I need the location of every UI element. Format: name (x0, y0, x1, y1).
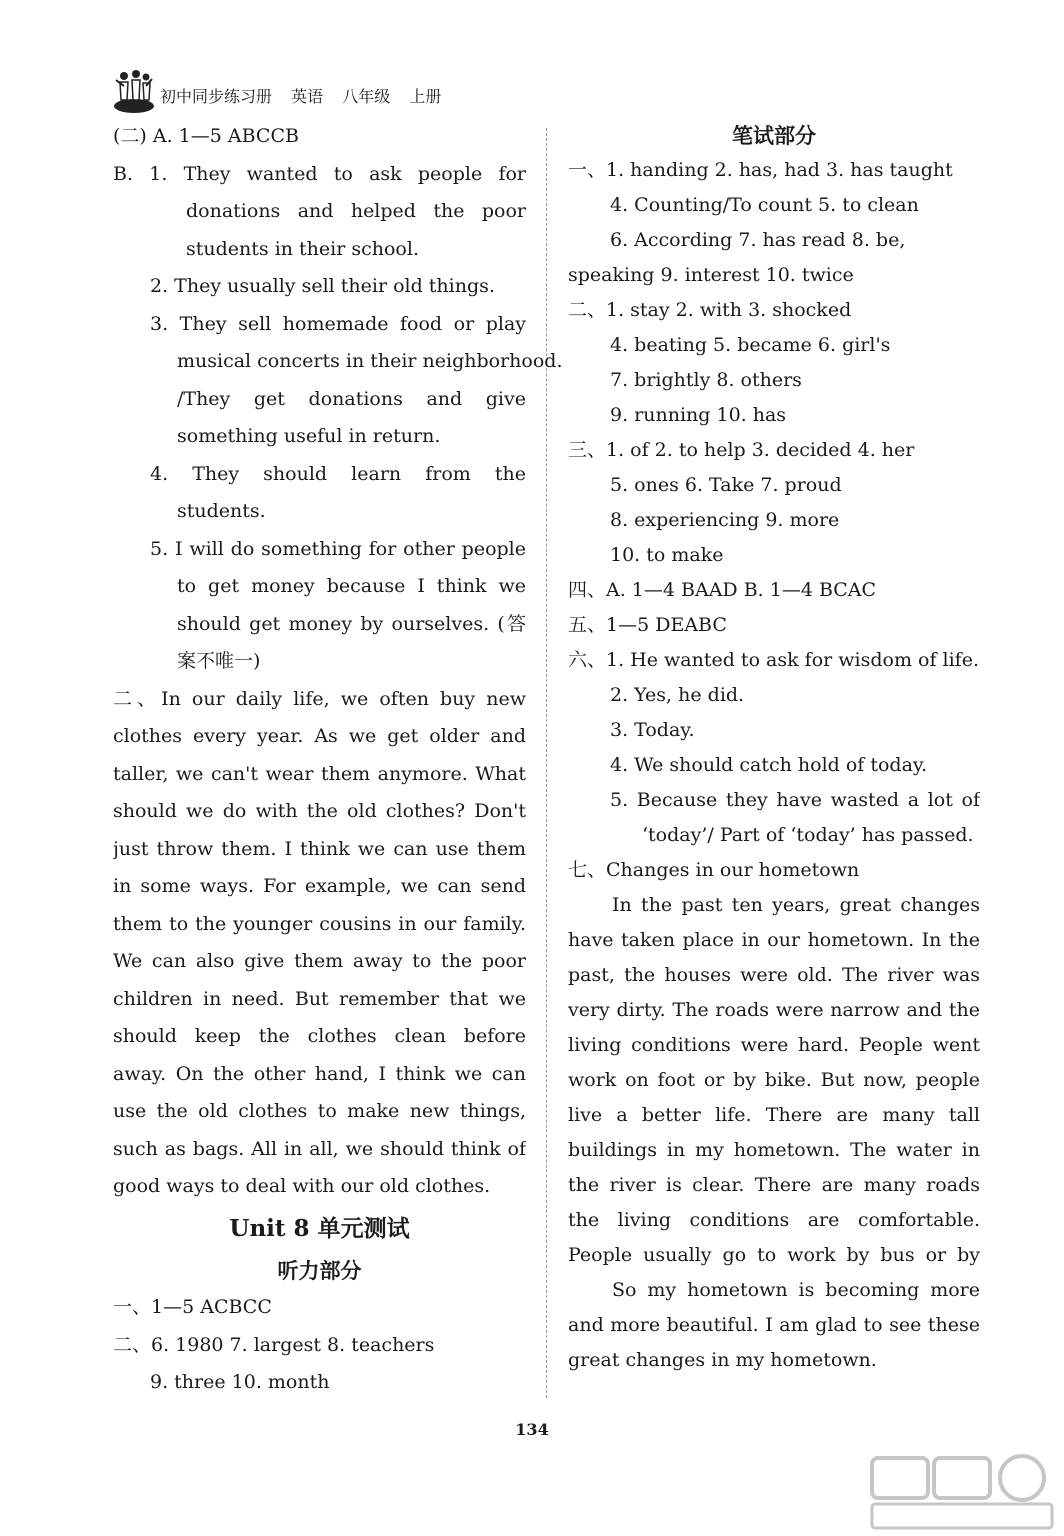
answer-line: 一、1. handing 2. has, had 3. has taught (568, 159, 953, 181)
answer-line: students in their school. (186, 237, 419, 260)
essay-line: So my hometown is becoming more (612, 1279, 980, 1301)
essay-line: good ways to deal with our old clothes. (113, 1175, 491, 1197)
answer-line: (二) A. 1—5 ABCCB (113, 125, 299, 147)
essay-line: the living conditions are comfortable. (568, 1209, 980, 1231)
essay-line: use the old clothes to make new things, (113, 1100, 526, 1122)
page-number: 134 (515, 1420, 549, 1439)
answer-line: 三、1. of 2. to help 3. decided 4. her (568, 439, 915, 461)
essay-line: should keep the clothes clean before (113, 1025, 526, 1047)
header-grade: 八年级 (342, 87, 391, 106)
essay-line: great changes in my hometown. (568, 1349, 877, 1371)
answer-line: 5. I will do something for other people (150, 537, 526, 560)
essay-line: have taken place in our hometown. In the (568, 929, 980, 951)
essay-line: live a better life. There are many tall (568, 1104, 980, 1126)
header-volume: 上册 (409, 87, 442, 106)
essay-line: children in need. But remember that we (113, 987, 526, 1010)
answer-line: 7. brightly 8. others (610, 369, 802, 391)
answer-line: 六、1. He wanted to ask for wisdom of life. (568, 649, 979, 671)
essay-line: away. On the other hand, I think we can (113, 1062, 526, 1085)
watermark-logo-icon (868, 1452, 1056, 1532)
essay-line: and more beautiful. I am glad to see these (568, 1314, 980, 1336)
essay-line: work on foot or by bike. But now, people (568, 1069, 980, 1091)
essay-line: buildings in my hometown. The water in (568, 1139, 980, 1161)
answer-line: musical concerts in their neighborhood. (177, 350, 563, 372)
essay-line: taller, we can't wear them anymore. What (113, 762, 526, 785)
essay-title: 七、Changes in our hometown (568, 859, 860, 881)
answer-line: 2. Yes, he did. (610, 684, 745, 706)
left-column (113, 118, 563, 1402)
essay-line: very dirty. The roads were narrow and the (568, 999, 980, 1021)
answer-line: 四、A. 1—4 BAAD B. 1—4 BCAC (568, 579, 877, 601)
answer-line: 二、6. 1980 7. largest 8. teachers (113, 1333, 435, 1356)
answer-line: 一、1—5 ACBCC (113, 1296, 272, 1318)
header-book: 初中同步练习册 (160, 87, 273, 106)
essay-line: living conditions were hard. People went (568, 1034, 980, 1056)
answer-line: 3. Today. (610, 719, 695, 741)
answer-line: 2. They usually sell their old things. (150, 275, 495, 297)
essay-line: the river is clear. There are many roads (568, 1174, 980, 1196)
answer-line: 4. We should catch hold of today. (610, 754, 928, 776)
essay-line: should we do with the old clothes? Don't (113, 800, 526, 822)
essay-line: them to the younger cousins in our family. (113, 912, 526, 935)
answer-line: donations and helped the poor (186, 200, 526, 222)
header-title (160, 84, 455, 107)
answer-line: ‘today’/ Part of ‘today’ has passed. (642, 824, 974, 846)
essay-line: 二、In our daily life, we often buy new (113, 687, 526, 710)
right-column (568, 118, 980, 1378)
written-section-title: 笔试部分 (732, 123, 816, 148)
answer-line: B. 1. They wanted to ask people for (113, 162, 526, 185)
students-logo-icon (112, 68, 156, 114)
essay-line: past, the houses were old. The river was (568, 964, 980, 986)
unit-title: Unit 8 单元测试 (229, 1214, 410, 1242)
answer-line: 5. Because they have wasted a lot of (610, 789, 980, 811)
essay-line: such as bags. All in all, we should think of (113, 1137, 526, 1160)
answer-line: 4. Counting/To count 5. to clean (610, 194, 919, 216)
answer-line: 4. beating 5. became 6. girl's (610, 334, 891, 356)
essay-line: in some ways. For example, we can send (113, 875, 526, 897)
column-divider (546, 128, 547, 1398)
answer-line: to get money because I think we (177, 575, 526, 597)
essay-line: People usually go to work by bus or by (568, 1244, 980, 1266)
essay-line: clothes every year. As we get older and (113, 725, 526, 747)
answer-line: /They get donations and give (177, 387, 526, 410)
answer-line: 案不唯一) (177, 650, 261, 672)
answer-line: 9. three 10. month (150, 1371, 330, 1393)
answer-line: 二、1. stay 2. with 3. shocked (568, 299, 852, 321)
answer-line: 8. experiencing 9. more (610, 509, 840, 531)
header-subject: 英语 (291, 87, 324, 106)
answer-line: should get money by ourselves. (答 (177, 612, 526, 635)
answer-line: 10. to make (610, 544, 724, 566)
answer-line: 3. They sell homemade food or play (150, 312, 526, 335)
essay-line: We can also give them away to the poor (113, 950, 526, 972)
answer-line: students. (177, 500, 266, 522)
listening-section-title: 听力部分 (277, 1257, 362, 1283)
essay-line: just throw them. I think we can use them (113, 837, 526, 860)
essay-line: In the past ten years, great changes (612, 894, 980, 916)
answer-line: speaking 9. interest 10. twice (568, 264, 854, 286)
answer-line: 9. running 10. has (610, 404, 787, 426)
answer-line: 4. They should learn from the (150, 462, 526, 485)
answer-line: something useful in return. (177, 425, 441, 447)
answer-line: 6. According 7. has read 8. be, (610, 229, 906, 251)
answer-line: 五、1—5 DEABC (568, 614, 727, 636)
answer-line: 5. ones 6. Take 7. proud (610, 474, 842, 496)
